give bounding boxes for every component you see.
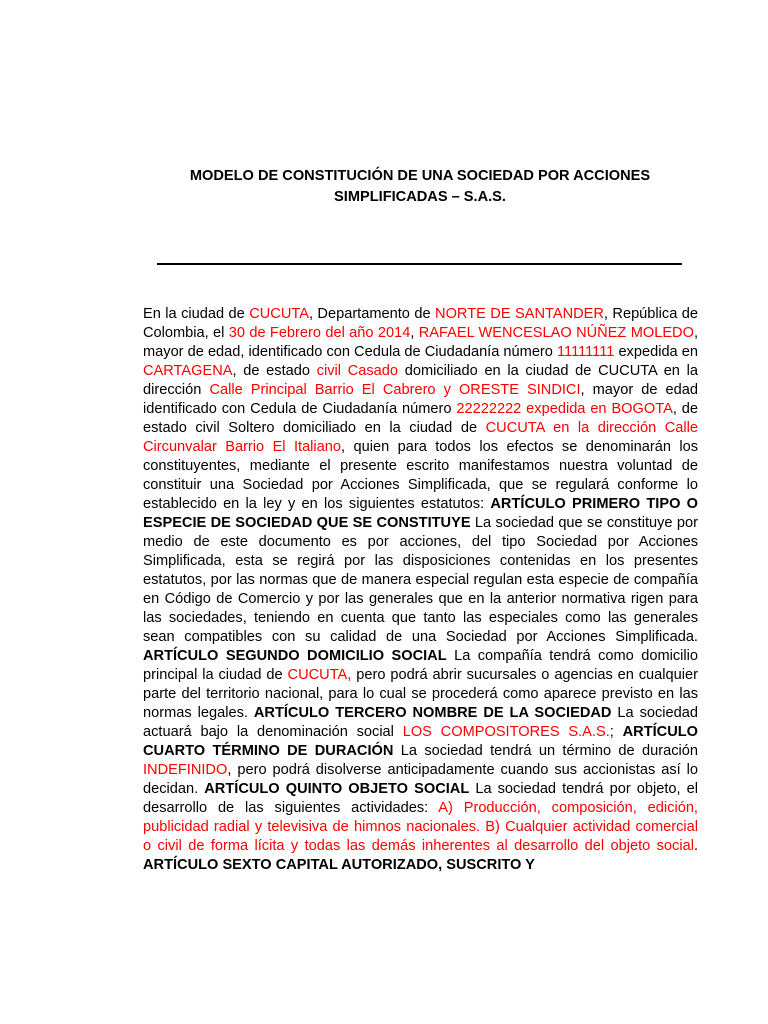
article-heading: ARTÍCULO TERCERO NOMBRE DE LA SOCIEDAD xyxy=(253,705,612,721)
body-text: , xyxy=(410,325,419,341)
highlighted-field: NORTE DE SANTANDER xyxy=(435,306,604,322)
title-line-2: SIMPLIFICADAS – S.A.S. xyxy=(334,189,506,205)
body-text: , mayor de edad, identificado con Cedula de Ciudadanía número xyxy=(143,325,699,360)
body-text: En la ciudad de xyxy=(143,306,250,322)
article-heading: ARTÍCULO SEXTO CAPITAL AUTORIZADO, SUSCRITO Y xyxy=(143,857,535,873)
body-text: La compañía tendrá como domicilio principal la ciudad de xyxy=(143,648,699,683)
title-divider xyxy=(157,263,682,265)
highlighted-field: CUCUTA en la dirección Calle Circunvalar Barrio El Italiano xyxy=(143,420,698,455)
body-text: , República de Colombia, el xyxy=(143,306,698,341)
body-text: , Departamento de xyxy=(308,306,436,322)
highlighted-field: RAFAEL WENCESLAO NÚÑEZ MOLEDO xyxy=(418,325,694,341)
body-text: ; xyxy=(609,724,623,740)
body-text: La sociedad actuará bajo la denominación social xyxy=(143,705,699,740)
body-text: , mayor de edad identificado con Cedula de Ciudadanía número xyxy=(143,382,698,417)
title-line-1: MODELO DE CONSTITUCIÓN DE UNA SOCIEDAD POR ACCIONES xyxy=(189,168,651,184)
body-text: expedida en xyxy=(614,344,698,360)
body-text: , de estado xyxy=(232,363,317,379)
article-heading: ARTÍCULO SEGUNDO DOMICILIO SOCIAL xyxy=(143,648,447,664)
highlighted-field: 11111111 xyxy=(557,344,615,360)
highlighted-field: LOS COMPOSITORES S.A.S. xyxy=(402,724,610,740)
body-text: , pero podrá disolverse anticipadamente cuando sus accionistas así lo decidan. xyxy=(143,762,698,797)
highlighted-field: CUCUTA, xyxy=(287,667,352,683)
highlighted-field: A) Producción, composición, edición, publicidad radial y televisiva de himnos nacionales. B) Cualquier actividad comercial o civil de forma lícita y todas las demás inherentes al desarrollo del objeto social xyxy=(143,800,698,854)
article-heading: ARTÍCULO CUARTO TÉRMINO DE DURACIÓN xyxy=(143,724,699,759)
body-text: , de estado civil Soltero domiciliado en la ciudad de xyxy=(143,401,698,436)
body-text: domiciliado en la ciudad de CUCUTA en la dirección xyxy=(143,363,698,398)
highlighted-field: civil Casado xyxy=(316,363,399,379)
document-body xyxy=(143,305,698,875)
article-heading: ARTÍCULO QUINTO OBJETO SOCIAL xyxy=(204,781,470,797)
body-text: La sociedad tendrá por objeto, el desarrollo de las siguientes actividades: xyxy=(143,781,698,816)
document-title xyxy=(150,166,690,208)
body-text: , quien para todos los efectos se denominarán los constituyentes, mediante el presente escrito manifestamos nuestra voluntad de constituir una Sociedad por Acciones Simplificada, que se regulará conforme lo establecido en la ley y en los siguientes estatutos: xyxy=(143,439,699,512)
highlighted-field: 30 de Febrero del año 2014 xyxy=(228,325,411,341)
highlighted-field: 22222222 expedida en BOGOTA xyxy=(456,401,673,417)
body-text: . xyxy=(693,838,698,854)
highlighted-field: INDEFINIDO xyxy=(143,762,228,778)
body-text: La sociedad que se constituye por medio de este documento es por acciones, del tipo Sociedad por Acciones Simplificada, esta se regirá por las disposiciones contenidas en los presentes estatutos, por las normas que de manera especial regulan esta especie de compañía en Código de Comercio y por las generales que en la anterior normativa rigen para las sociedades, teniendo en cuenta que tanto las especiales como las generales sean compatibles con su calidad de una Sociedad por Acciones Simplificada. xyxy=(143,515,698,645)
highlighted-field: Calle Principal Barrio El Cabrero y ORESTE SINDICI xyxy=(209,382,581,398)
body-text: pero podrá abrir sucursales o agencias en cualquier parte del territorio nacional, para lo cual se procederá como aparece previsto en las normas legales. xyxy=(143,667,698,721)
highlighted-field: CUCUTA xyxy=(249,306,309,322)
body-text: La sociedad tendrá un término de duración xyxy=(393,743,698,759)
highlighted-field: CARTAGENA xyxy=(143,363,233,379)
article-heading: ARTÍCULO PRIMERO TIPO O ESPECIE DE SOCIEDAD QUE SE CONSTITUYE xyxy=(143,496,699,531)
